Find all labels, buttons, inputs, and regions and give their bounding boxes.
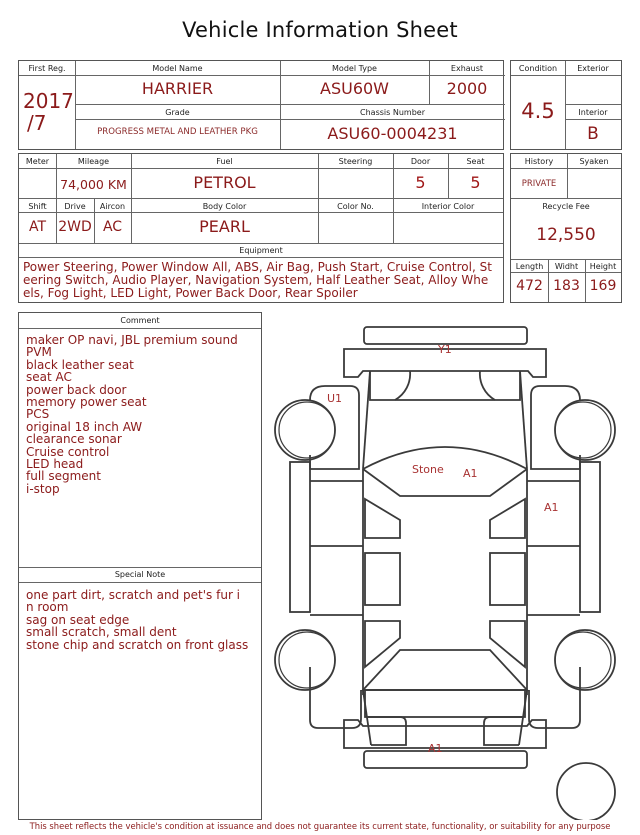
width-label: Widht — [554, 262, 579, 271]
comment-line: i-stop — [26, 481, 60, 496]
first-reg-month: /7 — [27, 111, 47, 135]
rear-window — [363, 650, 527, 690]
comment-line: power back door — [26, 382, 127, 397]
rear-right-fender — [529, 667, 580, 728]
comment-line: maker OP navi, JBL premium sound — [26, 333, 238, 347]
mark-front-left-fender: U1 — [327, 392, 343, 405]
model-name-label: Model Name — [152, 64, 203, 73]
special-note-line: sag on seat edge — [26, 612, 130, 627]
history-value: PRIVATE — [521, 179, 557, 189]
comment-line: memory power seat — [26, 395, 147, 410]
interior-label: Interior — [578, 108, 608, 117]
door-value: 5 — [415, 173, 426, 192]
comment-list — [26, 334, 238, 495]
special-note-list — [26, 589, 248, 651]
height-label: Height — [589, 262, 617, 271]
comment-line: original 18 inch AW — [26, 419, 143, 434]
first-reg-label: First Reg. — [28, 64, 66, 73]
car-damage-diagram — [270, 315, 640, 820]
exhaust-label: Exhaust — [450, 64, 484, 73]
body-color-value: PEARL — [199, 217, 250, 236]
right-front-window — [490, 499, 525, 538]
special-note-line: small scratch, small dent — [26, 625, 177, 640]
left-front-window — [365, 499, 400, 538]
aircon-label: Aircon — [99, 202, 126, 211]
length-label: Length — [515, 262, 544, 271]
special-note-line: one part dirt, scratch and pet's fur i — [26, 588, 241, 602]
chassis-label: Chassis Number — [360, 108, 425, 117]
aircon-value: AC — [102, 219, 123, 235]
equipment-value: Power Steering, Power Window All, ABS, Air Bag, Push Start, Cruise Control, Steering Switch, Audio Player, Navigation System, Half Leather Seat, Alloy Wheels, Fog Light, LED Light, Power Back Door, Rear Spoiler — [23, 260, 492, 300]
rear-left-fender — [310, 667, 361, 728]
condition-value: 4.5 — [521, 99, 555, 123]
equipment-label: Equipment — [239, 246, 283, 255]
syaken-label: Syaken — [579, 157, 609, 166]
top-info-box — [18, 60, 504, 150]
mark-right-side: A1 — [544, 501, 559, 514]
fuel-value: PETROL — [193, 173, 256, 192]
shift-value: AT — [28, 219, 47, 235]
comment-line: black leather seat — [26, 357, 134, 372]
tailgate — [365, 690, 525, 717]
drive-label: Drive — [64, 202, 86, 211]
windshield — [363, 447, 527, 469]
comment-line: full segment — [26, 469, 101, 484]
disclaimer-footer: This sheet reflects the vehicle's condition at issuance and does not guarantee its current state, functionality, or suitability for any purpose — [29, 821, 611, 831]
mark-rear-bumper: A1 — [428, 742, 443, 755]
model-type-value: ASU60W — [320, 79, 389, 98]
drive-value: 2WD — [58, 219, 92, 235]
special-note-line: n room — [26, 600, 69, 615]
right-rocker — [580, 462, 600, 612]
left-mid-window — [365, 553, 400, 605]
left-rocker — [290, 462, 310, 612]
vehicle-spec-box — [18, 153, 504, 303]
steering-label: Steering — [338, 157, 373, 166]
interior-value: B — [587, 124, 599, 144]
rear-lower-bumper — [364, 751, 527, 768]
width-value: 183 — [553, 278, 580, 294]
mileage-value: 74,000 KM — [60, 177, 127, 192]
mark-windshield-note: Stone — [412, 463, 444, 476]
front-spoiler — [364, 327, 527, 344]
recycle-fee-label: Recycle Fee — [542, 202, 590, 211]
history-label: History — [524, 157, 554, 166]
comment-line: clearance sonar — [26, 432, 122, 447]
seat-value: 5 — [470, 173, 481, 192]
condition-box — [510, 60, 622, 150]
right-rear-window — [490, 621, 525, 667]
comment-label: Comment — [120, 316, 160, 325]
comment-box — [18, 312, 262, 820]
length-value: 472 — [516, 278, 543, 294]
chassis-value: ASU60-0004231 — [327, 124, 458, 143]
mark-windshield: A1 — [463, 467, 478, 480]
left-headlight — [395, 371, 410, 400]
mileage-label: Mileage — [77, 157, 110, 166]
history-box — [510, 153, 622, 303]
height-value: 169 — [589, 278, 617, 294]
right-mid-window — [490, 553, 525, 605]
comment-line: Cruise control — [26, 444, 110, 459]
grade-label: Grade — [165, 108, 190, 117]
model-name-value: HARRIER — [141, 79, 214, 98]
comment-line: seat AC — [26, 370, 72, 385]
comment-line: PVM — [26, 345, 52, 360]
seat-label: Seat — [466, 157, 485, 166]
recycle-fee-value: 12,550 — [536, 225, 596, 245]
grade-value: PROGRESS METAL AND LEATHER PKG — [97, 127, 258, 137]
model-type-label: Model Type — [332, 64, 377, 73]
shift-label: Shift — [28, 202, 47, 211]
mark-front-bumper: Y1 — [438, 343, 452, 356]
comment-line: LED head — [26, 457, 84, 472]
comment-line: PCS — [26, 407, 50, 422]
special-note-line: stone chip and scratch on front glass — [26, 637, 249, 652]
interior-color-label: Interior Color — [421, 202, 475, 211]
fuel-label: Fuel — [216, 157, 233, 166]
special-note-label: Special Note — [114, 570, 166, 579]
spare-wheel — [557, 763, 615, 820]
exhaust-value: 2000 — [446, 79, 488, 98]
hood-outline — [370, 371, 520, 400]
rear-bumper — [344, 720, 546, 748]
page-title: Vehicle Information Sheet — [182, 18, 458, 42]
first-reg-year: 2017 — [23, 89, 74, 113]
body-color-label: Body Color — [202, 202, 247, 211]
right-headlight — [480, 371, 495, 400]
color-no-label: Color No. — [337, 202, 374, 211]
exterior-label: Exterior — [577, 64, 609, 73]
meter-label: Meter — [25, 157, 50, 166]
condition-label: Condition — [518, 64, 558, 73]
door-label: Door — [410, 157, 431, 166]
left-rear-window — [365, 621, 400, 667]
